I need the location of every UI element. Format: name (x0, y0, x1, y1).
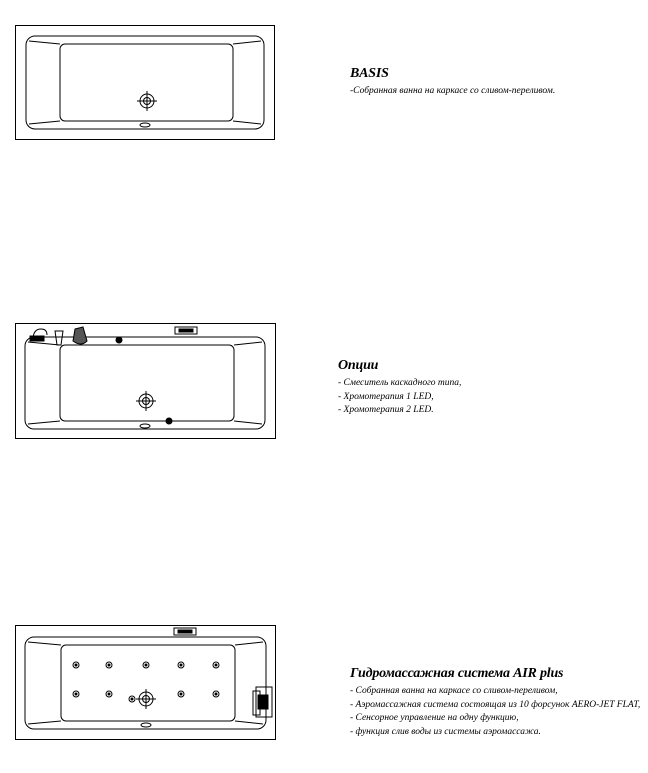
list-item: -Собранная ванна на каркасе со сливом-переливом. (350, 86, 556, 96)
list-item: - Хромотерапия 1 LED, (338, 391, 434, 402)
list-item: - Собранная ванна на каркасе со сливом-переливом, (350, 686, 558, 696)
list-item: - Смеситель каскадного типа, (338, 378, 462, 388)
section-basis (350, 66, 555, 99)
overflow-icon (141, 723, 151, 727)
drain-icon (137, 91, 157, 111)
bathtub-options-diagram (15, 323, 277, 441)
chromotherapy-led-icon (116, 337, 122, 343)
section-title: BASIS (350, 66, 389, 81)
list-item: - Сенсорное управление на одну функцию, (350, 713, 519, 723)
overflow-icon (140, 424, 150, 428)
chromotherapy-led-icon (166, 418, 172, 424)
section-title: Гидромассажная система AIR plus (350, 666, 564, 681)
blower-unit-icon (253, 687, 272, 717)
section-air-plus (350, 666, 640, 739)
cascade-mixer-icon (30, 327, 87, 345)
overflow-icon (140, 123, 150, 127)
drain-icon (136, 391, 156, 411)
drain-icon (136, 689, 156, 709)
section-title: Опции (338, 358, 379, 373)
bathtub-air-plus-diagram (15, 625, 277, 742)
list-item: - Аэромассажная система состоящая из 10 форсунок AERO-JET FLAT, (350, 699, 641, 710)
list-item: - Хромотерапия 2 LED. (338, 405, 434, 415)
bathtub-basis-diagram (15, 25, 275, 141)
section-options (338, 358, 461, 418)
list-item: - функция слив воды из системы аэромассажа. (350, 726, 541, 737)
